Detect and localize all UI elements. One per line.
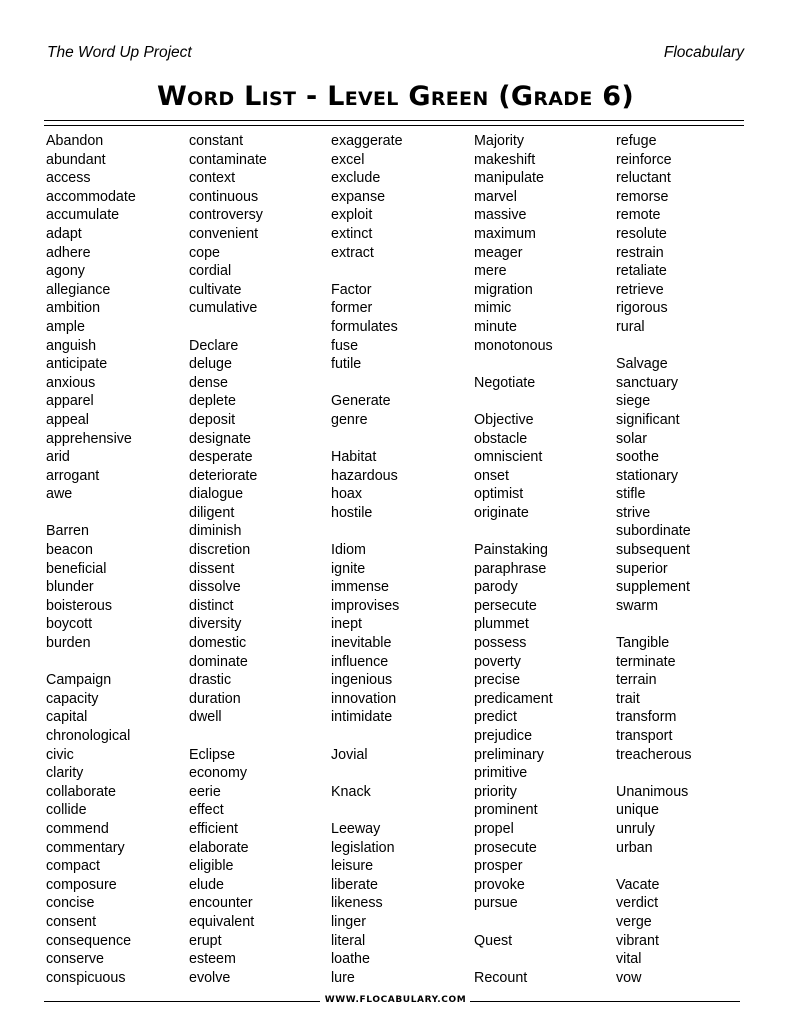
word-item: intimidate <box>331 709 393 726</box>
word-item: reluctant <box>616 170 671 187</box>
blank-spacer <box>331 727 471 746</box>
word-item: blunder <box>46 579 94 596</box>
blank-spacer <box>474 392 614 411</box>
word-item: Quest <box>474 932 513 949</box>
word-item: Generate <box>331 393 391 410</box>
blank-spacer <box>331 764 471 783</box>
word-item: economy <box>189 765 248 782</box>
word-item: influence <box>331 653 389 670</box>
word-item: liberate <box>331 876 378 893</box>
blank-spacer <box>189 727 329 746</box>
word-item: Unanimous <box>616 783 689 800</box>
word-item: sanctuary <box>616 374 678 391</box>
word-item: elaborate <box>189 839 249 856</box>
word-item: likeness <box>331 895 383 912</box>
word-item: transform <box>616 709 677 726</box>
word-item: preliminary <box>474 746 544 763</box>
word-item: extract <box>331 244 374 261</box>
word-item: maximum <box>474 225 536 242</box>
word-item: appeal <box>46 411 89 428</box>
word-item: persecute <box>474 597 537 614</box>
word-item: marvel <box>474 188 517 205</box>
word-item: restrain <box>616 244 664 261</box>
word-column-5 <box>616 132 756 987</box>
blank-spacer <box>331 430 471 449</box>
word-item: excel <box>331 151 365 168</box>
word-item: Knack <box>331 783 371 800</box>
word-item: arrogant <box>46 467 100 484</box>
blank-spacer <box>331 801 471 820</box>
word-item: rural <box>616 318 645 335</box>
word-item: anguish <box>46 337 97 354</box>
word-item: dialogue <box>189 486 244 503</box>
word-item: Abandon <box>46 133 104 149</box>
word-item: anticipate <box>46 356 108 373</box>
word-item: equivalent <box>189 913 255 930</box>
blank-spacer <box>474 522 614 541</box>
word-item: consent <box>46 913 97 930</box>
word-item: efficient <box>189 820 239 837</box>
word-item: solar <box>616 430 647 447</box>
word-item: desperate <box>189 449 253 466</box>
header-brand: Flocabulary <box>663 44 744 61</box>
blank-spacer <box>331 522 471 541</box>
word-item: apparel <box>46 393 94 410</box>
word-item: prominent <box>474 802 538 819</box>
word-item: extinct <box>331 225 373 242</box>
blank-spacer <box>616 857 756 876</box>
word-item: exploit <box>331 207 373 224</box>
word-item: boisterous <box>46 597 112 614</box>
blank-spacer <box>616 337 756 356</box>
word-item: precise <box>474 672 521 689</box>
word-item: deteriorate <box>189 467 258 484</box>
word-item: concise <box>46 895 95 912</box>
word-item: Barren <box>46 523 89 540</box>
word-item: access <box>46 170 91 187</box>
word-item: arid <box>46 449 70 466</box>
word-column-2 <box>189 132 329 987</box>
word-item: eligible <box>189 858 234 875</box>
word-item: Painstaking <box>474 542 548 559</box>
word-item: deposit <box>189 411 236 428</box>
word-item: distinct <box>189 597 234 614</box>
blank-spacer <box>616 764 756 783</box>
word-item: retrieve <box>616 281 664 298</box>
word-item: meager <box>474 244 523 261</box>
blank-spacer <box>474 355 614 374</box>
word-item: beacon <box>46 542 93 559</box>
word-item: strive <box>616 504 651 521</box>
word-item: subordinate <box>616 523 691 540</box>
word-item: inept <box>331 616 363 633</box>
word-item: originate <box>474 504 529 521</box>
word-item: ignite <box>331 560 366 577</box>
word-item: minute <box>474 318 517 335</box>
word-item: plummet <box>474 616 529 633</box>
word-item: consequence <box>46 932 132 949</box>
word-item: pursue <box>474 895 518 912</box>
word-item: verge <box>616 913 652 930</box>
word-item: evolve <box>189 969 231 986</box>
word-item: prosecute <box>474 839 537 856</box>
word-item: unique <box>616 802 659 819</box>
word-item: beneficial <box>46 560 107 577</box>
word-item: linger <box>331 913 366 930</box>
word-item: provoke <box>474 876 525 893</box>
blank-spacer <box>331 374 471 393</box>
blank-spacer <box>46 653 186 672</box>
word-column-4 <box>474 132 614 987</box>
word-item: treacherous <box>616 746 692 763</box>
word-item: vital <box>616 951 642 968</box>
word-item: parody <box>474 579 518 596</box>
page-title: Word List - Level Green (Grade 6) <box>156 81 635 112</box>
word-item: chronological <box>46 728 131 744</box>
blank-spacer <box>46 504 186 523</box>
word-item: transport <box>616 728 673 744</box>
word-item: retaliate <box>616 263 667 280</box>
word-item: Negotiate <box>474 374 536 391</box>
word-item: burden <box>46 635 91 652</box>
word-item: capacity <box>46 690 99 707</box>
word-item: urban <box>616 839 653 856</box>
blank-spacer <box>616 615 756 634</box>
word-item: prejudice <box>474 728 533 744</box>
word-item: improvises <box>331 597 400 614</box>
header-project-name: The Word Up Project <box>47 44 192 61</box>
word-item: verdict <box>616 895 659 912</box>
word-item: stifle <box>616 486 646 503</box>
word-item: effect <box>189 802 224 819</box>
word-item: obstacle <box>474 430 528 447</box>
word-item: significant <box>616 411 680 428</box>
word-item: dominate <box>189 653 248 670</box>
word-item: refuge <box>616 133 657 149</box>
word-item: accumulate <box>46 207 120 224</box>
word-item: diversity <box>189 616 242 633</box>
word-item: context <box>189 170 236 187</box>
title-divider-top <box>44 120 744 121</box>
word-item: trait <box>616 690 640 707</box>
word-item: vow <box>616 969 642 986</box>
word-item: capital <box>46 709 88 726</box>
word-item: lure <box>331 969 355 986</box>
word-item: controversy <box>189 207 263 224</box>
blank-spacer <box>474 913 614 932</box>
word-item: primitive <box>474 765 528 782</box>
word-item: composure <box>46 876 117 893</box>
word-item: soothe <box>616 449 659 466</box>
word-item: conserve <box>46 951 105 968</box>
word-item: literal <box>331 932 366 949</box>
word-item: boycott <box>46 616 93 633</box>
word-item: eerie <box>189 783 221 800</box>
word-item: Tangible <box>616 635 670 652</box>
word-item: hostile <box>331 504 373 521</box>
word-item: predict <box>474 709 517 726</box>
word-item: manipulate <box>474 170 544 187</box>
word-item: Leeway <box>331 820 381 837</box>
word-item: terminate <box>616 653 676 670</box>
blank-spacer <box>474 950 614 969</box>
word-item: hoax <box>331 486 363 503</box>
word-item: mere <box>474 263 507 280</box>
word-item: innovation <box>331 690 397 707</box>
word-item: adapt <box>46 225 82 242</box>
word-item: ingenious <box>331 672 393 689</box>
word-item: agony <box>46 263 85 280</box>
word-column-1 <box>46 132 186 987</box>
word-item: superior <box>616 560 668 577</box>
title-divider-bottom <box>44 125 744 126</box>
word-item: collaborate <box>46 783 116 800</box>
word-item: contaminate <box>189 151 267 168</box>
word-item: unruly <box>616 820 655 837</box>
word-item: terrain <box>616 672 657 689</box>
word-item: deluge <box>189 356 232 373</box>
word-item: awe <box>46 486 73 503</box>
word-item: Salvage <box>616 356 668 373</box>
word-item: optimist <box>474 486 524 503</box>
word-item: former <box>331 300 373 317</box>
word-item: migration <box>474 281 533 298</box>
word-item: propel <box>474 820 514 837</box>
word-item: Objective <box>474 411 534 428</box>
word-item: diminish <box>189 523 242 540</box>
word-item: dwell <box>189 709 222 726</box>
word-item: expanse <box>331 188 386 205</box>
word-item: remorse <box>616 188 669 205</box>
word-item: rigorous <box>616 300 668 317</box>
word-item: priority <box>474 783 517 800</box>
word-item: dissolve <box>189 579 241 596</box>
word-item: swarm <box>616 597 659 614</box>
word-item: duration <box>189 690 241 707</box>
word-item: designate <box>189 430 252 447</box>
word-item: fuse <box>331 337 359 354</box>
word-item: Declare <box>189 337 239 354</box>
word-item: constant <box>189 133 244 149</box>
word-item: hazardous <box>331 467 398 484</box>
word-item: cultivate <box>189 281 242 298</box>
word-item: diligent <box>189 504 235 521</box>
word-item: conspicuous <box>46 969 126 986</box>
word-item: prosper <box>474 858 523 875</box>
word-item: Jovial <box>331 746 368 763</box>
word-item: formulates <box>331 318 398 335</box>
word-item: abundant <box>46 151 106 168</box>
word-item: onset <box>474 467 509 484</box>
word-item: Idiom <box>331 542 366 559</box>
word-item: esteem <box>189 951 236 968</box>
word-item: Majority <box>474 133 525 149</box>
word-item: domestic <box>189 635 247 652</box>
word-item: exclude <box>331 170 381 187</box>
word-item: predicament <box>474 690 553 707</box>
word-column-3 <box>331 132 471 987</box>
word-item: Eclipse <box>189 746 236 763</box>
word-item: siege <box>616 393 651 410</box>
blank-spacer <box>331 262 471 281</box>
word-item: convenient <box>189 225 259 242</box>
word-item: dissent <box>189 560 235 577</box>
word-item: drastic <box>189 672 232 689</box>
word-item: cope <box>189 244 221 261</box>
word-item: commend <box>46 820 109 837</box>
word-item: inevitable <box>331 635 392 652</box>
word-item: subsequent <box>616 542 690 559</box>
word-item: leisure <box>331 858 374 875</box>
word-item: loathe <box>331 951 370 968</box>
word-item: possess <box>474 635 527 652</box>
word-item: remote <box>616 207 661 224</box>
word-list-columns <box>0 132 791 992</box>
word-item: omniscient <box>474 449 543 466</box>
word-item: cumulative <box>189 300 258 317</box>
word-item: encounter <box>189 895 253 912</box>
word-item: mimic <box>474 300 512 317</box>
footer-divider-right <box>470 1001 740 1002</box>
word-item: ambition <box>46 300 101 317</box>
word-item: apprehensive <box>46 430 132 447</box>
word-item: Vacate <box>616 876 660 893</box>
word-item: stationary <box>616 467 678 484</box>
word-item: futile <box>331 356 362 373</box>
word-item: allegiance <box>46 281 111 298</box>
blank-spacer <box>189 318 329 337</box>
word-item: cordial <box>189 263 232 280</box>
word-item: genre <box>331 411 368 428</box>
word-item: paraphrase <box>474 560 547 577</box>
word-item: anxious <box>46 374 96 391</box>
word-item: adhere <box>46 244 91 261</box>
word-item: civic <box>46 746 74 763</box>
word-item: Factor <box>331 281 372 298</box>
word-item: discretion <box>189 542 251 559</box>
word-item: Habitat <box>331 449 377 466</box>
word-item: monotonous <box>474 337 553 354</box>
footer-url: WWW.FLOCABULARY.COM <box>324 995 467 1005</box>
word-item: legislation <box>331 839 395 856</box>
word-item: elude <box>189 876 224 893</box>
word-item: commentary <box>46 839 125 856</box>
word-item: supplement <box>616 579 690 596</box>
word-item: vibrant <box>616 932 659 949</box>
word-item: accommodate <box>46 188 136 205</box>
word-item: collide <box>46 802 87 819</box>
word-item: dense <box>189 374 228 391</box>
word-item: compact <box>46 858 101 875</box>
word-item: Recount <box>474 969 528 986</box>
word-item: continuous <box>189 188 259 205</box>
word-item: reinforce <box>616 151 672 168</box>
word-item: erupt <box>189 932 222 949</box>
word-item: exaggerate <box>331 133 403 149</box>
word-item: Campaign <box>46 672 112 689</box>
word-item: poverty <box>474 653 521 670</box>
word-item: clarity <box>46 765 84 782</box>
word-item: resolute <box>616 225 667 242</box>
word-item: deplete <box>189 393 236 410</box>
word-item: massive <box>474 207 527 224</box>
word-item: ample <box>46 318 85 335</box>
word-item: immense <box>331 579 389 596</box>
word-item: makeshift <box>474 151 536 168</box>
